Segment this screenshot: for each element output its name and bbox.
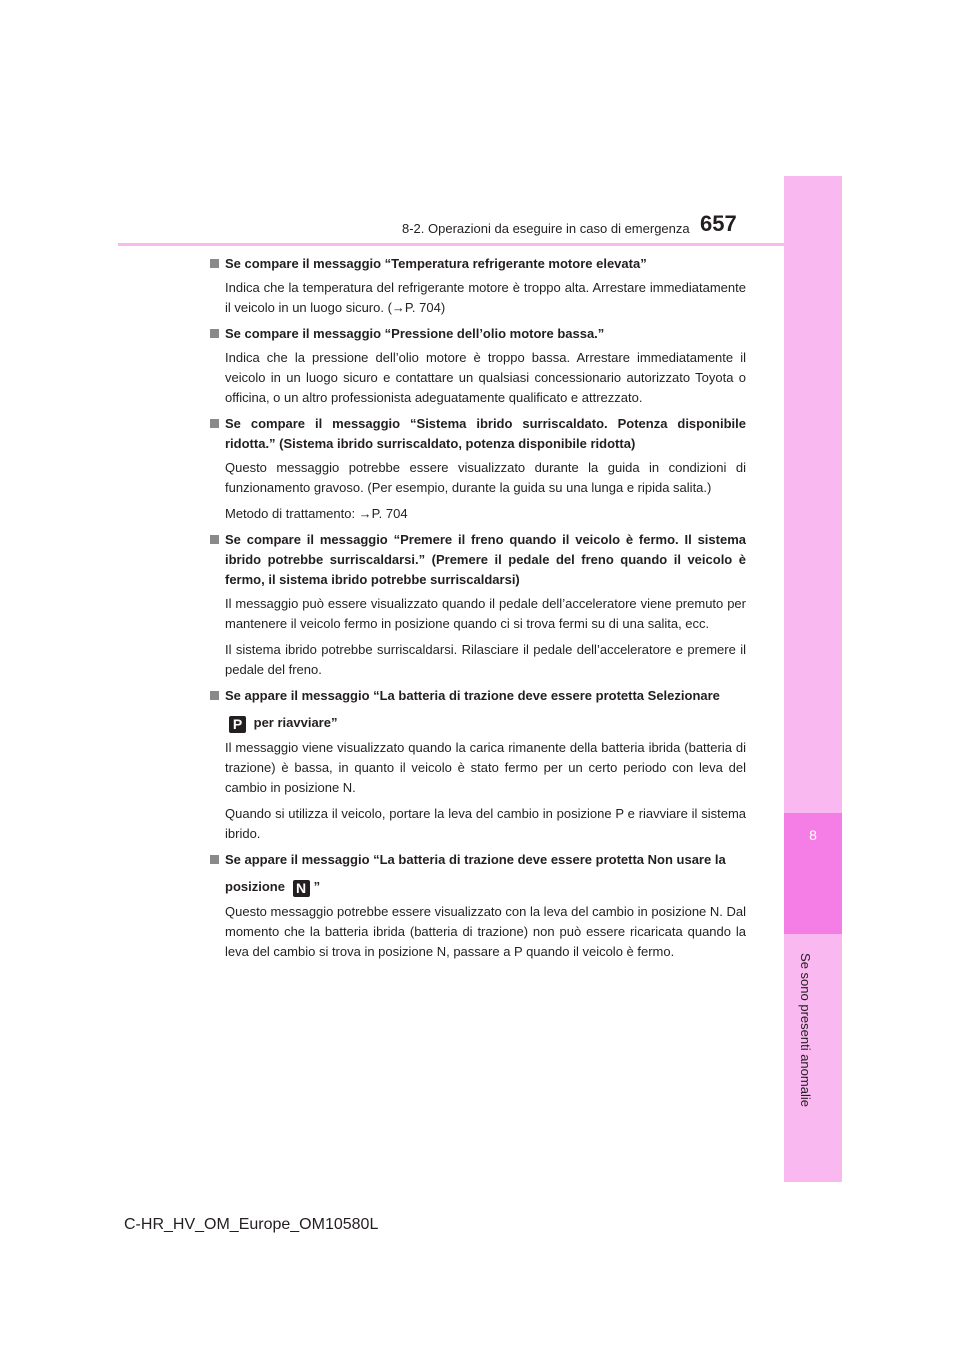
heading-text: Se compare il messaggio “Premere il freno quando il veicolo è fermo. Il sistema ibrido potrebbe surriscaldarsi.” (Premere il pedale del freno quando il veicolo è fermo, il sistema ibrido potrebbe surriscaldarsi) bbox=[225, 532, 746, 587]
item-paragraph: Questo messaggio potrebbe essere visualizzato con la leva del cambio in posizione N. Dal momento che la batteria ibrida (batteria di trazione) non può essere ricaricata quando la leva del cambio si trova in posizione N, passare a P quando il veicolo è fermo. bbox=[225, 904, 747, 959]
item-paragraph: Questo messaggio potrebbe essere visualizzato durante la guida in condizioni di funzionamento gravoso. (Per esempio, durante la guida su una lunga e ripida salita.) bbox=[225, 460, 746, 495]
heading-word: posizione bbox=[225, 879, 285, 894]
chapter-title-text: Se sono presenti anomalie bbox=[798, 953, 813, 1107]
message-item-battery-no-n bbox=[210, 850, 746, 962]
heading-gear-line bbox=[225, 870, 746, 898]
heading-text-end: ” bbox=[313, 879, 321, 894]
item-heading bbox=[210, 686, 746, 734]
item-paragraph: Il messaggio può essere visualizzato quando il pedale dell’acceleratore viene premuto per mantenere il veicolo fermo in posizione quando ci si trova fermi su di una salita, ecc. bbox=[225, 596, 746, 631]
item-paragraph: Il sistema ibrido potrebbe surriscaldarsi. Rilasciare il pedale dell’acceleratore e premere il pedale del freno. bbox=[225, 642, 746, 677]
heading-gear-line bbox=[225, 706, 746, 734]
page-number: 657 bbox=[700, 211, 737, 236]
heading-text: Se compare il messaggio “Pressione dell’olio motore bassa.” bbox=[225, 326, 605, 341]
heading-text-end: per riavviare” bbox=[253, 715, 338, 730]
square-bullet-icon bbox=[210, 855, 219, 864]
header-rule bbox=[118, 243, 784, 246]
message-item-hybrid-overheat bbox=[210, 414, 746, 524]
item-paragraph: Quando si utilizza il veicolo, portare la leva del cambio in posizione P e riavviare il sistema ibrido. bbox=[225, 806, 746, 841]
heading-text: Se compare il messaggio “Temperatura refrigerante motore elevata” bbox=[225, 256, 647, 271]
message-item-brake bbox=[210, 530, 746, 680]
item-heading bbox=[210, 850, 746, 898]
item-heading bbox=[210, 530, 746, 590]
message-item-oil-pressure bbox=[210, 324, 746, 408]
item-heading bbox=[210, 414, 746, 454]
square-bullet-icon bbox=[210, 535, 219, 544]
chapter-side-tab bbox=[784, 176, 842, 1182]
item-heading bbox=[210, 254, 746, 274]
gear-p-icon: P bbox=[229, 716, 246, 733]
message-item-battery-select-p bbox=[210, 686, 746, 844]
item-paragraph: Indica che la temperatura del refrigerante motore è troppo alta. Arrestare immediatamente il veicolo in un luogo sicuro. (→P. 704) bbox=[225, 280, 746, 315]
item-paragraph: Metodo di trattamento: →P. 704 bbox=[225, 506, 408, 521]
message-item-coolant bbox=[210, 254, 746, 318]
item-paragraph: Il messaggio viene visualizzato quando la carica rimanente della batteria ibrida (batteria di trazione) è bassa, in quanto il veicolo è stato fermo per un certo periodo con leva del cambio in posizione N. bbox=[225, 740, 746, 795]
item-heading bbox=[210, 324, 746, 344]
square-bullet-icon bbox=[210, 419, 219, 428]
heading-text: Se compare il messaggio “Sistema ibrido surriscaldato. Potenza disponibile ridotta.” (Sistema ibrido surriscaldato, potenza disponibile ridotta) bbox=[225, 416, 746, 451]
chapter-number: 8 bbox=[809, 827, 817, 843]
heading-text: Se appare il messaggio “La batteria di trazione deve essere protetta Non usare la bbox=[225, 852, 726, 867]
square-bullet-icon bbox=[210, 329, 219, 338]
heading-text: Se appare il messaggio “La batteria di trazione deve essere protetta Selezionare bbox=[225, 688, 720, 703]
item-paragraph: Indica che la pressione dell’olio motore è troppo bassa. Arrestare immediatamente il veicolo in un luogo sicuro e contattare un qualsiasi concessionario autorizzato Toyota o officina, o un altro professionista adeguatamente qualificato e attrezzato. bbox=[225, 350, 746, 405]
square-bullet-icon bbox=[210, 691, 219, 700]
document-id-footer: C-HR_HV_OM_Europe_OM10580L bbox=[124, 1216, 379, 1233]
gear-n-icon: N bbox=[293, 880, 310, 897]
page-content bbox=[210, 254, 746, 968]
square-bullet-icon bbox=[210, 259, 219, 268]
section-title: 8-2. Operazioni da eseguire in caso di emergenza bbox=[402, 221, 690, 236]
